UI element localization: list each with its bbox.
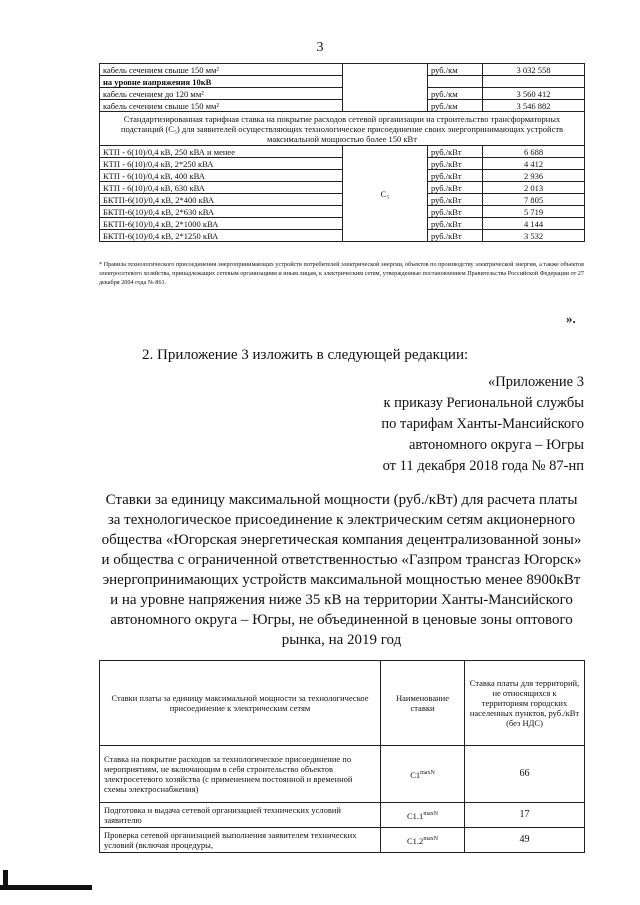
table-row <box>100 828 585 853</box>
table-row <box>100 182 585 194</box>
row-unit: руб./кВт <box>428 194 483 206</box>
row-unit: руб./км <box>428 88 483 100</box>
appendix-line: «Приложение 3 <box>488 374 584 390</box>
row-label: КТП - 6(10)/0,4 кВ, 400 кВА <box>100 170 343 182</box>
rate-value: 17 <box>465 803 585 828</box>
header-rate-name: Наименование ставки <box>381 661 465 746</box>
table-row <box>100 158 585 170</box>
rate-code-sup: maxN <box>423 811 438 818</box>
row-label: на уровне напряжения 10кВ <box>100 76 343 88</box>
tariff-table-c5 <box>99 63 585 242</box>
row-unit: руб./кВт <box>428 206 483 218</box>
document-title: Ставки за единицу максимальной мощности (руб./кВт) для расчета платы за технологическое присоединение к электрическим сетям акционерного общества «Югорская энергетическая компания децентрализованной зоны» и общества с ограниченной ответственностью «Газпром трансгаз Югорск» энергопринимающих устройств максимальной мощностью менее 8900кВт и на уровне напряжения ниже 35 кВ на территории Ханты-Мансийского автономного округа – Югры, не объединенной в ценовые зоны оптового рынка, на 2019 год <box>101 492 582 648</box>
row-unit <box>428 76 483 88</box>
appendix-line: автономного округа – Югры <box>408 437 584 453</box>
section-header: Стандартизированная тарифная ставка на покрытие расходов сетевой организации на строительство трансформаторных подстанций (C₅) для заявителей осуществляющих технологическое присоединение своих энергопринимающих устройств максимальной мощностью более 150 кВт <box>100 112 585 146</box>
scan-margin-tick <box>3 870 8 890</box>
closing-quote: ». <box>566 311 576 326</box>
row-label: кабель сечением свыше 150 мм² <box>100 64 343 76</box>
table-row <box>100 76 585 88</box>
row-label: КТП - 6(10)/0,4 кВ, 250 кВА и менее <box>100 146 343 158</box>
row-unit: руб./кВт <box>428 218 483 230</box>
rate-value: 49 <box>465 828 585 853</box>
symbol-cell <box>343 64 428 112</box>
row-unit: руб./км <box>428 64 483 76</box>
rate-code-base: C1.1 <box>407 810 424 821</box>
table-row <box>100 218 585 230</box>
scan-margin-mark <box>0 885 92 890</box>
row-value: 6 688 <box>483 146 585 158</box>
table-row <box>100 194 585 206</box>
row-label: БКТП-6(10)/0,4 кВ, 2*1000 кВА <box>100 218 343 230</box>
row-value: 7 805 <box>483 194 585 206</box>
table-row <box>100 64 585 76</box>
section-item-2: 2. Приложение 3 изложить в следующей редакции: <box>142 347 469 363</box>
rate-code <box>381 828 465 853</box>
rate-code-sup: maxN <box>420 770 435 777</box>
row-label: КТП - 6(10)/0,4 кВ, 2*250 кВА <box>100 158 343 170</box>
header-rate-value: Ставка платы для территорий, не относящихся к территориям городских населенных пунктов, руб./кВт (без НДС) <box>465 661 585 746</box>
row-label: кабель сечением до 120 мм² <box>100 88 343 100</box>
row-value: 2 013 <box>483 182 585 194</box>
row-value: 3 560 412 <box>483 88 585 100</box>
row-value: 4 144 <box>483 218 585 230</box>
rate-code-sup: maxN <box>423 836 438 843</box>
rate-description: Подготовка и выдача сетевой организацией технических условий заявителю <box>100 803 381 828</box>
page-number: 3 <box>316 40 324 55</box>
row-unit: руб./кВт <box>428 158 483 170</box>
table-row <box>100 100 585 112</box>
table-row <box>100 146 585 158</box>
rate-code-base: C1.2 <box>407 835 424 846</box>
row-label: КТП - 6(10)/0,4 кВ, 630 кВА <box>100 182 343 194</box>
section-header-row <box>100 112 585 146</box>
rate-description: Ставка на покрытие расходов за технологическое присоединение по мероприятиям, не включающим в себя строительство объектов электросетевого хозяйства (с применением постоянной и временной схемы электроснабжения) <box>100 746 381 803</box>
rate-code <box>381 746 465 803</box>
appendix-header <box>381 372 584 477</box>
rate-code <box>381 803 465 828</box>
table-row <box>100 206 585 218</box>
row-unit: руб./кВт <box>428 146 483 158</box>
table-row <box>100 803 585 828</box>
row-label: БКТП-6(10)/0,4 кВ, 2*630 кВА <box>100 206 343 218</box>
row-value: 2 936 <box>483 170 585 182</box>
row-label: кабель сечением свыше 150 мм² <box>100 100 343 112</box>
row-unit: руб./кВт <box>428 230 483 242</box>
row-unit: руб./кВт <box>428 170 483 182</box>
rate-description: Проверка сетевой организацией выполнения заявителем технических условий (включая процедуры, <box>100 828 381 853</box>
symbol-c5: C₅ <box>343 146 428 242</box>
row-label: БКТП-6(10)/0,4 кВ, 2*1250 кВА <box>100 230 343 242</box>
table-row <box>100 170 585 182</box>
rates-table <box>99 660 585 853</box>
row-value: 4 412 <box>483 158 585 170</box>
table-header-row <box>100 661 585 746</box>
row-value: 3 032 558 <box>483 64 585 76</box>
table-row <box>100 746 585 803</box>
appendix-line: по тарифам Ханты-Мансийского <box>381 416 584 432</box>
rate-value: 66 <box>465 746 585 803</box>
rate-code-base: C1 <box>410 769 421 780</box>
row-label: БКТП-6(10)/0,4 кВ, 2*400 кВА <box>100 194 343 206</box>
row-unit: руб./кВт <box>428 182 483 194</box>
table-row <box>100 88 585 100</box>
row-value <box>483 76 585 88</box>
appendix-line: от 11 декабря 2018 года № 87-нп <box>382 458 584 474</box>
footnote: * Правила технологического присоединения энергопринимающих устройств потребителей электрической энергии, объектов по производству электрической энергии, а также объектов электросетевого хозяйства, принадлежащих сетевым организациям и иным лицам, к электрическим сетям, утвержденные постановлением Правительства Российской Федерации от 27 декабря 2004 года № 861. <box>99 261 584 286</box>
header-rate-description: Ставки платы за единицу максимальной мощности за технологическое присоединение к электрическим сетям <box>100 661 381 746</box>
appendix-line: к приказу Региональной службы <box>383 395 584 411</box>
table-row <box>100 230 585 242</box>
row-unit: руб./км <box>428 100 483 112</box>
row-value: 5 719 <box>483 206 585 218</box>
row-value: 3 546 882 <box>483 100 585 112</box>
row-value: 3 532 <box>483 230 585 242</box>
